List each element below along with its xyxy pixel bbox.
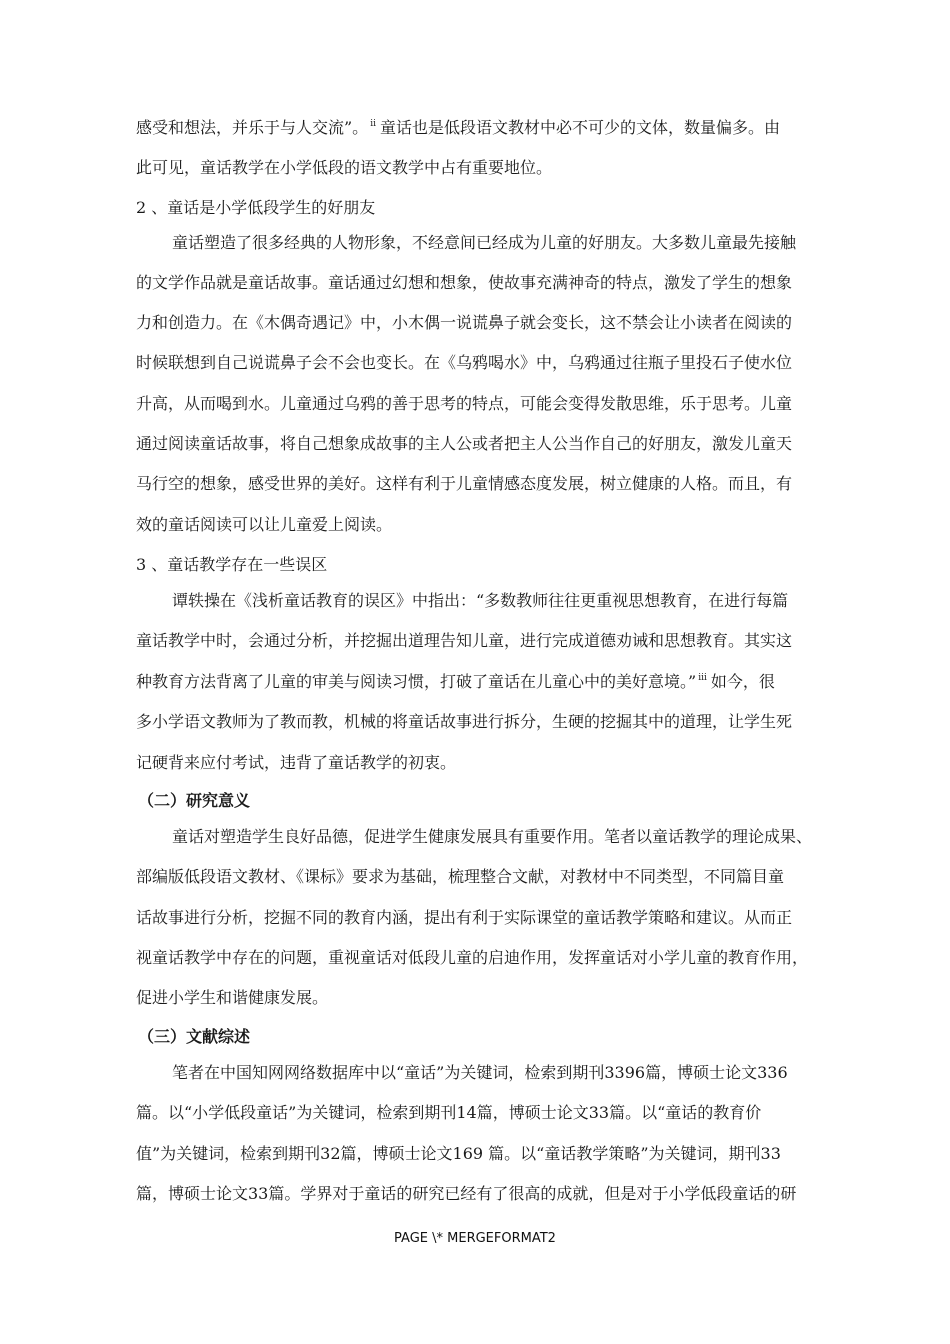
body-line: 视童话教学中存在的问题，重视童话对低段儿童的启迪作用，发挥童话对小学儿童的教育作用，	[136, 948, 809, 967]
body-line: 笔者在中国知网网络数据库中以“童话”为关键词，检索到期刊3396篇，博硕士论文336	[172, 1063, 788, 1082]
body-line: 话故事进行分析，挖掘不同的教育内涵，提出有利于实际课堂的童话教学策略和建议。从而正	[136, 908, 793, 927]
body-line: 此可见，童话教学在小学低段的语文教学中占有重要地位。	[136, 158, 553, 177]
body-line: 多小学语文教师为了教而教，机械的将童话故事进行拆分，生硬的挖掘其中的道理，让学生死	[136, 712, 793, 731]
page-footer: PAGE \* MERGEFORMAT2	[394, 1231, 556, 1246]
text-run: 童话也是低段语文教材中必不可少的文体，数量偏多。由	[379, 118, 780, 137]
body-line: 通过阅读童话故事，将自己想象成故事的主人公或者把主人公当作自己的好朋友，激发儿童天	[136, 434, 793, 453]
body-line: 篇。以“小学低段童话”为关键词，检索到期刊14篇，博硕士论文33篇。以“童话的教育价	[136, 1103, 762, 1122]
body-line: 记硬背来应付考试，违背了童话教学的初衷。	[136, 753, 457, 772]
section-heading: 2 、童话是小学低段学生的好朋友	[136, 198, 376, 217]
body-line	[136, 671, 775, 693]
body-line: 效的童话阅读可以让儿童爱上阅读。	[136, 515, 393, 534]
body-line: 马行空的想象，感受世界的美好。这样有利于儿童情感态度发展，树立健康的人格。而且，有	[136, 474, 793, 493]
body-line: 部编版低段语文教材、《课标》要求为基础，梳理整合文献，对教材中不同类型，不同篇目童	[136, 867, 785, 886]
text-run: 如今，很	[710, 672, 775, 691]
body-line	[136, 117, 780, 139]
body-line: 的文学作品就是童话故事。童话通过幻想和想象，使故事充满神奇的特点，激发了学生的想象	[136, 273, 793, 292]
body-line: 值”为关键词，检索到期刊32篇，博硕士论文169 篇。以“童话教学策略”为关键词，期刊33	[136, 1144, 781, 1163]
text-run: 种教育方法背离了儿童的审美与阅读习惯，打破了童话在儿童心中的美好意境。”	[136, 672, 697, 691]
text-run: 感受和想法，并乐于与人交流”。	[136, 118, 369, 137]
body-line: 童话对塑造学生良好品德，促进学生健康发展具有重要作用。笔者以童话教学的理论成果、	[172, 827, 813, 846]
body-line: 力和创造力。在《木偶奇遇记》中，小木偶一说谎鼻子就会变长，这不禁会让小读者在阅读的	[136, 313, 793, 332]
body-line: 时候联想到自己说谎鼻子会不会也变长。在《乌鸦喝水》中，乌鸦通过往瓶子里投石子使水位	[136, 353, 793, 372]
body-line: 童话教学中时，会通过分析，并挖掘出道理告知儿童，进行完成道德劝诫和思想教育。其实这	[136, 631, 793, 650]
subsection-heading: （二）研究意义	[138, 791, 251, 810]
section-heading: 3 、童话教学存在一些误区	[136, 555, 328, 574]
body-line: 谭轶操在《浅析童话教育的误区》中指出：“多数教师往往更重视思想教育，在进行每篇	[172, 591, 789, 610]
footnote-marker: ii	[370, 119, 376, 129]
body-line: 促进小学生和谐健康发展。	[136, 988, 329, 1007]
body-line: 童话塑造了很多经典的人物形象，不经意间已经成为儿童的好朋友。大多数儿童最先接触	[172, 233, 797, 252]
body-line: 篇，博硕士论文33篇。学界对于童话的研究已经有了很高的成就，但是对于小学低段童话的研	[136, 1184, 797, 1203]
body-line: 升高，从而喝到水。儿童通过乌鸦的善于思考的特点，可能会变得发散思维，乐于思考。儿童	[136, 394, 793, 413]
subsection-heading: （三）文献综述	[138, 1027, 251, 1046]
footnote-marker: iii	[698, 673, 707, 683]
